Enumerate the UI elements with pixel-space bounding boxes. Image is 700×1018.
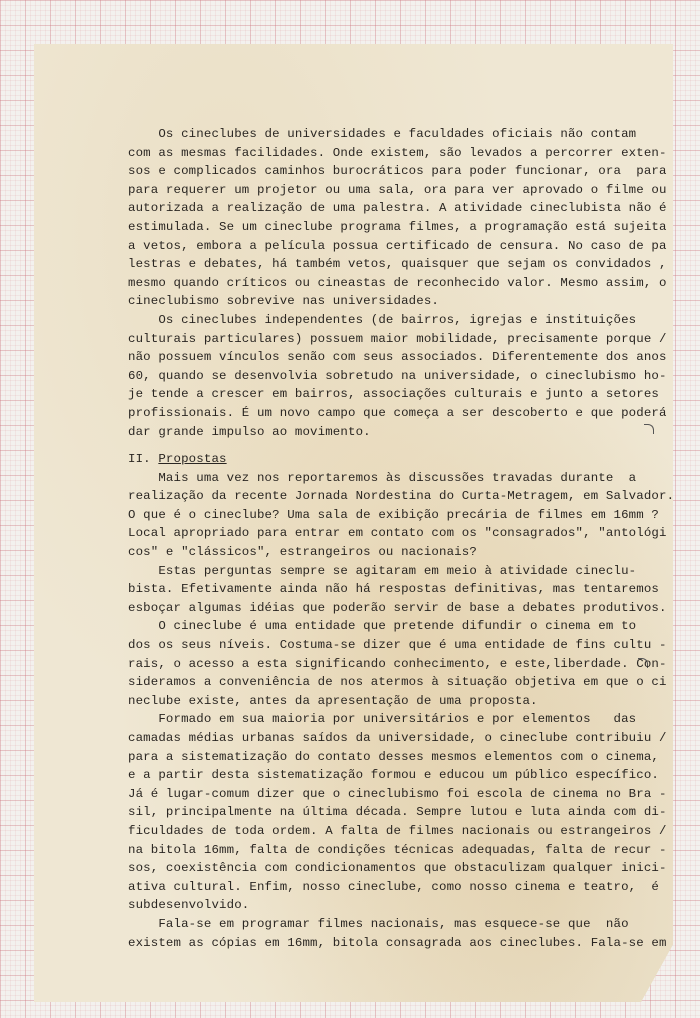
text-line: ficuldades de toda ordem. A falta de filmes nacionais ou estrangeiros / bbox=[128, 823, 667, 838]
text-line: Estas perguntas sempre se agitaram em meio à atividade cineclu- bbox=[128, 563, 637, 578]
text-line: profissionais. É um novo campo que começa a ser descoberto e que poderá bbox=[128, 405, 667, 420]
section-number: II. bbox=[128, 452, 159, 467]
text-line: camadas médias urbanas saídos da universidade, o cineclube contribuiu / bbox=[128, 731, 667, 745]
text-line: Os cineclubes de universidades e faculdades oficiais não contam bbox=[128, 127, 637, 141]
text-line: Os cineclubes independentes (de bairros, igrejas e instituições bbox=[128, 312, 637, 327]
text-line: a vetos, embora a película possua certificado de censura. No caso de pa bbox=[128, 238, 667, 253]
text-line: Mais uma vez nos reportaremos às discussões travadas durante a bbox=[128, 470, 637, 485]
text-line: com as mesmas facilidades. Onde existem, são levados a percorrer exten- bbox=[128, 145, 667, 160]
text-line: na bitola 16mm, falta de condições técnicas adequadas, falta de recur - bbox=[128, 842, 667, 857]
paragraph bbox=[128, 915, 667, 952]
text-line: sil, principalmente na última década. Sempre lutou e luta ainda com di- bbox=[128, 805, 667, 820]
text-line: O cineclube é uma entidade que pretende difundir o cinema em to bbox=[128, 619, 637, 634]
text-line: sos e complicados caminhos burocráticos para poder funcionar, ora para bbox=[128, 164, 667, 179]
paragraph bbox=[128, 617, 667, 710]
text-line: cineclubismo sobrevive nas universidades. bbox=[128, 294, 440, 309]
text-line: bista. Efetivamente ainda não há respostas definitivas, mas tentaremos bbox=[128, 582, 659, 597]
text-line: rais, o acesso a esta significando conhecimento, e este,liberdade. Con- bbox=[128, 656, 667, 671]
text-line: dar grande impulso ao movimento. bbox=[128, 424, 371, 439]
text-line: 60, quando se desenvolvia sobretudo na universidade, o cineclubismo ho- bbox=[128, 368, 667, 383]
text-line: ativa cultural. Enfim, nosso cineclube, como nosso cinema e teatro, é bbox=[128, 879, 659, 894]
text-line: esboçar algumas idéias que poderão servir de base a debates produtivos. bbox=[128, 600, 667, 615]
text-line: O que é o cineclube? Uma sala de exibição precária de filmes em 16mm ? bbox=[128, 507, 659, 522]
text-line: estimulada. Se um cineclube programa filmes, a programação está sujeita bbox=[128, 219, 667, 234]
paragraph bbox=[128, 311, 667, 441]
text-line: dos os seus níveis. Costuma-se dizer que é uma entidade de fins cultu - bbox=[128, 638, 667, 653]
text-line: neclube existe, antes da apresentação de uma proposta. bbox=[128, 693, 538, 708]
text-line: não possuem vínculos senão com seus associados. Diferentemente dos anos bbox=[128, 350, 667, 365]
text-line: realização da recente Jornada Nordestina do Curta-Metragem, em Salvador. bbox=[128, 489, 675, 504]
text-line: para a sistematização do contato desses mesmos elementos com o cinema, bbox=[128, 749, 659, 764]
text-line: e a partir desta sistematização formou e educou um público específico. bbox=[128, 768, 659, 783]
paragraph bbox=[128, 562, 667, 618]
document-body bbox=[128, 125, 675, 952]
paragraph bbox=[128, 125, 667, 311]
text-line: lestras e debates, há também vetos, quaisquer que sejam os convidados , bbox=[128, 257, 667, 272]
text-line: autorizada a realização de uma palestra. A atividade cineclubista não é bbox=[128, 201, 667, 216]
section-heading bbox=[128, 450, 663, 469]
section-title: Propostas bbox=[158, 452, 227, 467]
text-line: Formado em sua maioria por universitários e por elementos das bbox=[128, 712, 637, 727]
text-line: cos" e "clássicos", estrangeiros ou nacionais? bbox=[128, 545, 477, 560]
paragraph bbox=[128, 469, 675, 562]
text-line: Local apropriado para entrar em contato com os "consagrados", "antológi bbox=[128, 526, 667, 541]
paragraph bbox=[128, 710, 667, 915]
text-line: Fala-se em programar filmes nacionais, mas esquece-se que não bbox=[128, 916, 629, 931]
text-line: subdesenvolvido. bbox=[128, 898, 250, 913]
text-line: mesmo quando críticos ou cineastas de reconhecido valor. Mesmo assim, o bbox=[128, 275, 667, 290]
text-line: existem as cópias em 16mm, bitola consagrada aos cineclubes. Fala-se em bbox=[128, 935, 667, 950]
text-line: culturais particulares) possuem maior mobilidade, precisamente porque / bbox=[128, 331, 667, 346]
text-line: sos, coexistência com condicionamentos que obstaculizam qualquer inici- bbox=[128, 861, 667, 876]
text-line: Já é lugar-comum dizer que o cineclubismo foi escola de cinema no Bra - bbox=[128, 786, 667, 801]
text-line: sideramos a conveniência de nos atermos à situação objetiva em que o ci bbox=[128, 675, 667, 690]
text-line: para requerer um projetor ou uma sala, ora para ver aprovado o filme ou bbox=[128, 182, 667, 197]
text-line: je tende a crescer em bairros, associações culturais e junto a setores bbox=[128, 387, 659, 402]
